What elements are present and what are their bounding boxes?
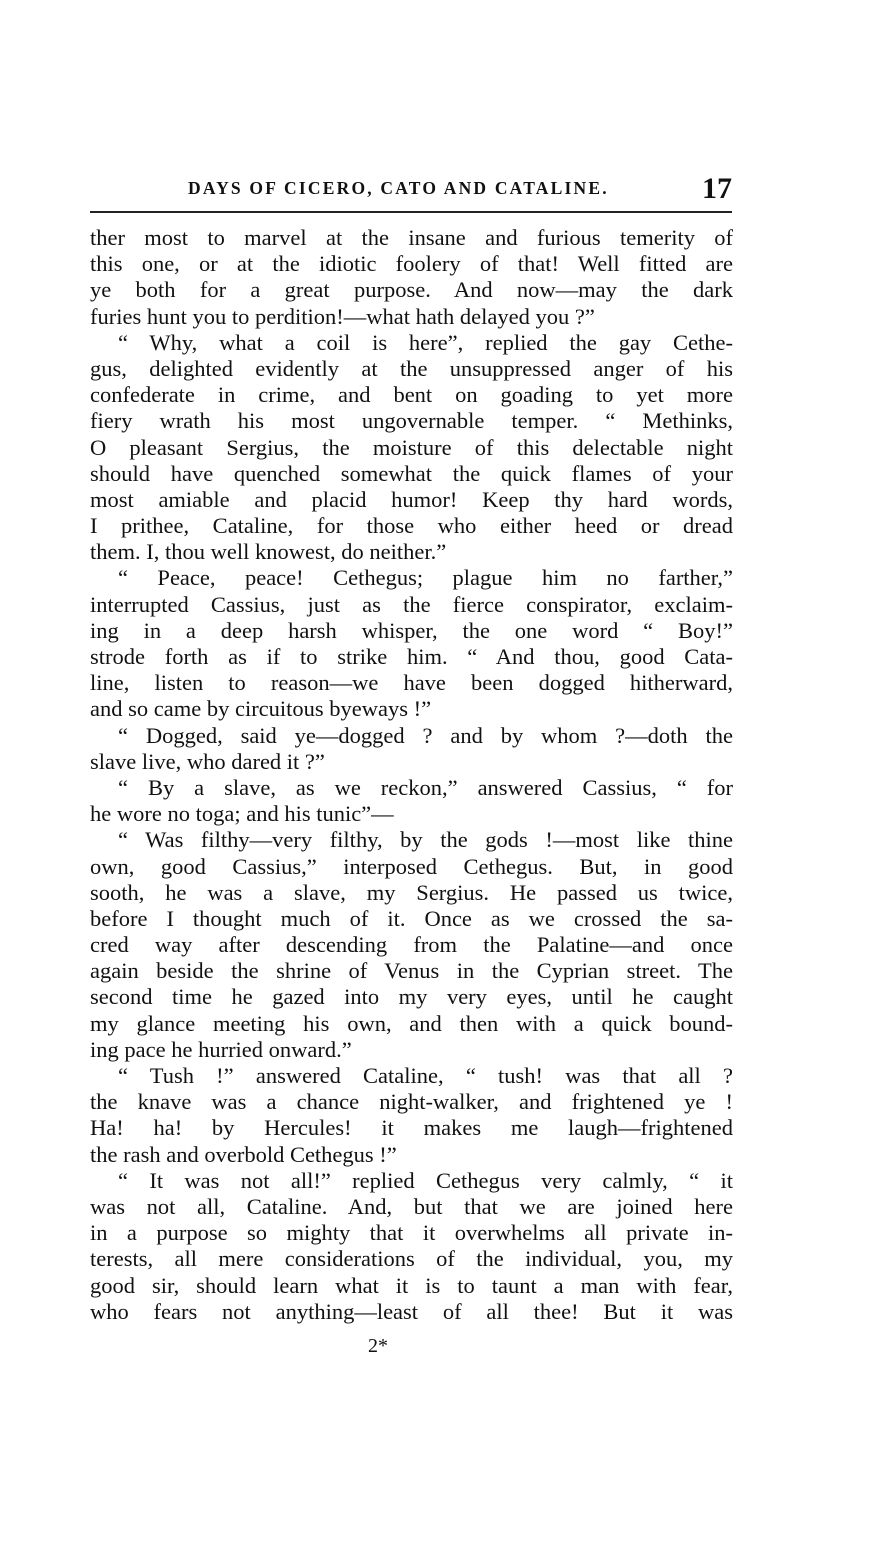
text-line: strode forth as if to strike him. “ And thou, good Cata-	[90, 644, 733, 669]
text-line: most amiable and placid humor! Keep thy hard words,	[90, 486, 733, 512]
text-line: terests, all mere considerations of the individual, you, my	[90, 1246, 733, 1272]
text-line: my glance meeting his own, and then with a quick bound-	[90, 1010, 733, 1036]
text-line: gus, delighted evidently at the unsuppressed anger of his	[90, 355, 733, 381]
running-title: DAYS OF CICERO, CATO AND CATALINE.	[188, 178, 609, 198]
text-line: I prithee, Cataline, for those who either heed or dread	[90, 513, 733, 539]
text-line: furies hunt you to perdition!—what hath delayed you ?”	[90, 303, 595, 329]
text-line: cred way after descending from the Palatine—and once	[90, 932, 733, 958]
text-line: ye both for a great purpose. And now—may the dark	[90, 277, 733, 303]
text-line: sooth, he was a slave, my Sergius. He passed us twice,	[90, 879, 733, 905]
text-line: before I thought much of it. Once as we crossed the sa-	[90, 905, 733, 931]
text-line: “ Tush !” answered Cataline, “ tush! was that all ?	[118, 1063, 733, 1088]
text-line: slave live, who dared it ?”	[90, 748, 325, 774]
text-line: line, listen to reason—we have been dogged hitherward,	[90, 670, 733, 696]
text-line: “ Dogged, said ye—dogged ? and by whom ?—doth the	[118, 722, 733, 748]
text-line: should have quenched somewhat the quick flames of your	[90, 460, 733, 486]
text-line: “ It was not all!” replied Cethegus very calmly, “ it	[118, 1167, 733, 1193]
text-line: “ Why, what a coil is here”, replied the gay Cethe-	[118, 329, 733, 355]
text-line: own, good Cassius,” interposed Cethegus. But, in good	[90, 853, 733, 879]
text-line: again beside the shrine of Venus in the Cyprian street. The	[90, 958, 733, 984]
text-line: he wore no toga; and his tunic”—	[90, 801, 394, 827]
text-line: who fears not anything—least of all thee! But it was	[90, 1298, 733, 1324]
text-line: “ Was filthy—very filthy, by the gods !—most like thine	[118, 827, 733, 853]
text-line: and so came by circuitous byeways !”	[90, 696, 432, 722]
text-line: second time he gazed into my very eyes, until he caught	[90, 984, 733, 1010]
text-line: the rash and overbold Cethegus !”	[90, 1141, 397, 1167]
text-line: good sir, should learn what it is to taunt a man with fear,	[90, 1272, 733, 1298]
running-head	[90, 172, 740, 212]
text-line: “ By a slave, as we reckon,” answered Cassius, “ for	[118, 774, 733, 800]
text-line: “ Peace, peace! Cethegus; plague him no farther,”	[118, 565, 733, 591]
page-number: 17	[702, 172, 732, 205]
body-text	[90, 225, 733, 1325]
text-line: in a purpose so mighty that it overwhelms all private in-	[90, 1220, 733, 1246]
text-line: this one, or at the idiotic foolery of that! Well fitted are	[90, 251, 733, 277]
signature-mark: 2*	[368, 1335, 388, 1357]
text-line: was not all, Cataline. And, but that we are joined here	[90, 1193, 733, 1219]
text-line: ing in a deep harsh whisper, the one word “ Boy!”	[90, 617, 733, 643]
text-line: fiery wrath his most ungovernable temper. “ Methinks,	[90, 408, 733, 434]
text-line: confederate in crime, and bent on goading to yet more	[90, 382, 733, 408]
header-rule	[90, 211, 732, 213]
text-line: ing pace he hurried onward.”	[90, 1036, 352, 1062]
text-line: the knave was a chance night-walker, and frightened ye !	[90, 1089, 733, 1115]
text-line: them. I, thou well knowest, do neither.”	[90, 539, 447, 565]
text-line: Ha! ha! by Hercules! it makes me laugh—frightened	[90, 1115, 733, 1141]
text-line: interrupted Cassius, just as the fierce conspirator, exclaim-	[90, 591, 733, 617]
text-line: ther most to marvel at the insane and furious temerity of	[90, 225, 733, 250]
text-line: O pleasant Sergius, the moisture of this delectable night	[90, 434, 733, 460]
